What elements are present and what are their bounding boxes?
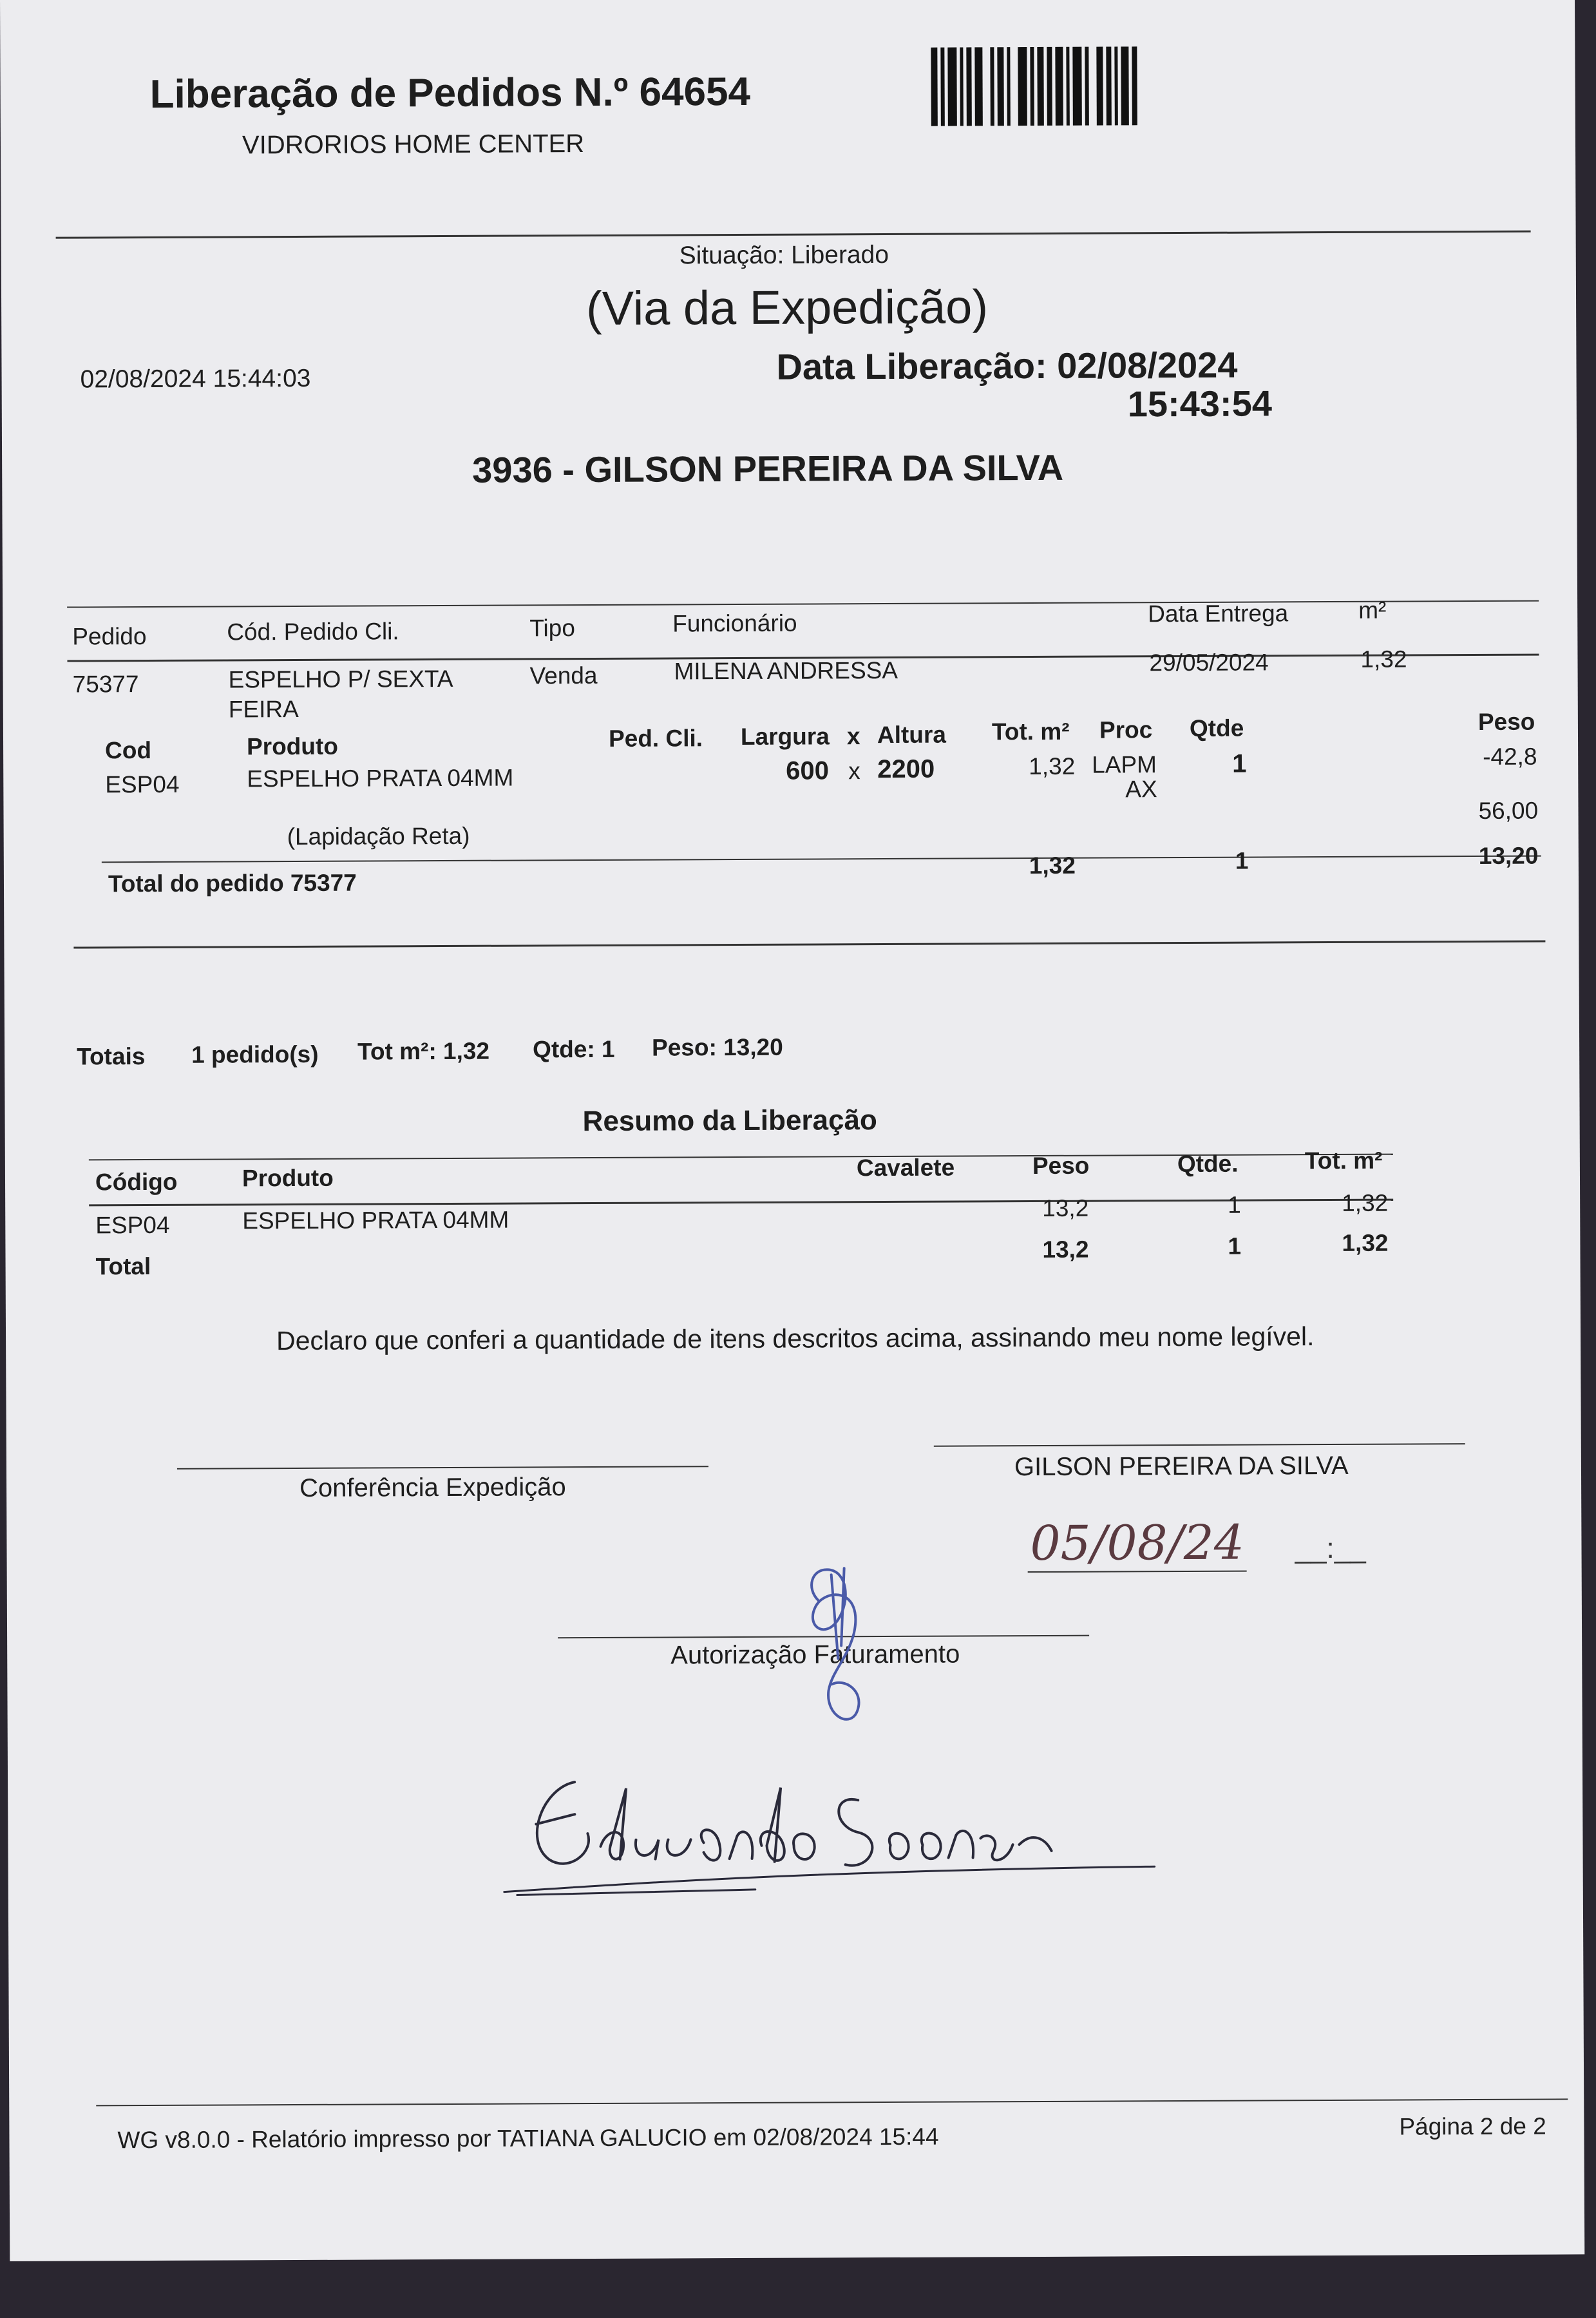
resumo-title: Resumo da Liberação (582, 1104, 877, 1138)
resumo-header-produto: Produto (242, 1164, 334, 1192)
resumo-total-tot-m2: 1,32 (1342, 1229, 1389, 1256)
resumo-row-codigo: ESP04 (95, 1211, 170, 1239)
order-client-code-line1: ESPELHO P/ SEXTA (228, 665, 453, 693)
client-signature-line (934, 1443, 1465, 1447)
order-client-code-line2: FEIRA (228, 695, 299, 723)
declaration-text: Declaro que conferi a quantidade de itens descritos acima, assinando meu nome legível. (276, 1321, 1315, 1356)
col-header-pedido: Pedido (72, 623, 147, 650)
resumo-row-produto: ESPELHO PRATA 04MM (242, 1206, 509, 1234)
resumo-row-qtde: 1 (1228, 1191, 1241, 1218)
status-text: Situação: Liberado (679, 240, 889, 270)
item-header-ped-cli: Ped. Cli. (608, 725, 703, 752)
col-header-tipo: Tipo (529, 615, 575, 642)
header-divider (56, 231, 1531, 239)
order-total-rule (102, 856, 1541, 863)
col-header-cod-pedido-cli: Cód. Pedido Cli. (227, 618, 399, 646)
order-total-m2: 1,32 (1029, 852, 1076, 879)
client-signature-name: GILSON PEREIRA DA SILVA (1014, 1451, 1349, 1482)
item-header-cod: Cod (104, 736, 152, 764)
resumo-row-tot-m2: 1,32 (1342, 1189, 1389, 1216)
item-header-altura: Altura (877, 721, 946, 749)
order-total-qtde: 1 (1235, 847, 1249, 874)
resumo-header-codigo: Código (95, 1168, 178, 1196)
item-cod: ESP04 (105, 771, 180, 798)
resumo-header-cavalete: Cavalete (856, 1154, 955, 1182)
item-largura: 600 (786, 756, 830, 785)
company-name: VIDRORIOS HOME CENTER (242, 129, 585, 160)
page-number: Página 2 de 2 (1399, 2112, 1546, 2140)
item-peso: -42,8 (1483, 743, 1537, 770)
order-m2: 1,32 (1360, 646, 1407, 673)
col-header-funcionario: Funcionário (672, 609, 797, 637)
printed-datetime: 02/08/2024 15:44:03 (80, 364, 311, 394)
item-altura: 2200 (877, 754, 935, 784)
totais-peso: Peso: 13,20 (652, 1033, 783, 1061)
item-header-tot-m2: Tot. m² (991, 718, 1070, 745)
handwritten-signature (497, 1760, 1168, 1911)
release-time: 15:43:54 (1127, 383, 1273, 425)
via-label: (Via da Expedição) (585, 280, 989, 336)
resumo-total-peso: 13,2 (1042, 1236, 1089, 1263)
item-peso-2: 56,00 (1478, 797, 1539, 824)
order-total-peso: 13,20 (1478, 842, 1539, 869)
order-delivery-date: 29/05/2024 (1149, 649, 1269, 676)
totais-m2: Tot m²: 1,32 (357, 1037, 490, 1065)
totais-label: Totais (77, 1043, 146, 1070)
totais-pedidos: 1 pedido(s) (191, 1040, 319, 1068)
resumo-row-peso: 13,2 (1042, 1194, 1089, 1221)
conferencia-signature-line (177, 1466, 708, 1470)
conferencia-label: Conferência Expedição (299, 1473, 566, 1502)
release-date: Data Liberação: 02/08/2024 (776, 344, 1238, 387)
item-header-largura: Largura (740, 723, 830, 750)
autorizacao-label: Autorização Faturamento (670, 1640, 960, 1670)
time-blank: __:__ (1295, 1532, 1366, 1565)
item-note: (Lapidação Reta) (287, 822, 470, 850)
item-header-produto: Produto (246, 733, 338, 760)
footer-rule (96, 2098, 1568, 2106)
item-header-peso: Peso (1477, 708, 1535, 735)
resumo-header-tot-m2: Tot. m² (1304, 1147, 1383, 1174)
order-total-label: Total do pedido 75377 (108, 869, 357, 897)
order-employee: MILENA ANDRESSA (674, 656, 898, 685)
resumo-total-label: Total (95, 1252, 151, 1280)
orders-end-rule (73, 941, 1545, 949)
item-header-x: x (846, 723, 860, 750)
client-name: 3936 - GILSON PEREIRA DA SILVA (472, 446, 1064, 490)
footer-printed-by: WG v8.0.0 - Relatório impresso por TATIANA GALUCIO em 02/08/2024 15:44 (117, 2123, 939, 2154)
handwritten-date: 05/08/24 (1027, 1515, 1247, 1573)
item-header-proc: Proc (1099, 716, 1153, 743)
page-title: Liberação de Pedidos N.º 64654 (149, 69, 751, 117)
resumo-header-bottom-rule (89, 1199, 1393, 1207)
col-header-data-entrega: Data Entrega (1148, 600, 1289, 627)
order-type: Venda (529, 662, 598, 689)
item-x: x (848, 758, 860, 785)
item-qtde: 1 (1232, 749, 1247, 778)
item-proc-line1: LAPM (1092, 751, 1157, 778)
resumo-total-qtde: 1 (1228, 1232, 1242, 1260)
totais-qtde: Qtde: 1 (533, 1035, 615, 1063)
order-number: 75377 (72, 671, 139, 698)
resumo-header-peso: Peso (1032, 1152, 1090, 1180)
item-proc-line2: AX (1125, 776, 1157, 803)
barcode (931, 46, 1189, 126)
item-tot-m2: 1,32 (1029, 752, 1076, 780)
col-header-m2: m² (1358, 597, 1387, 624)
item-produto: ESPELHO PRATA 04MM (247, 764, 514, 792)
resumo-header-qtde: Qtde. (1177, 1150, 1239, 1178)
item-header-qtde: Qtde (1189, 714, 1244, 742)
initials-signature (793, 1562, 884, 1743)
orders-header-top-rule (67, 600, 1539, 608)
